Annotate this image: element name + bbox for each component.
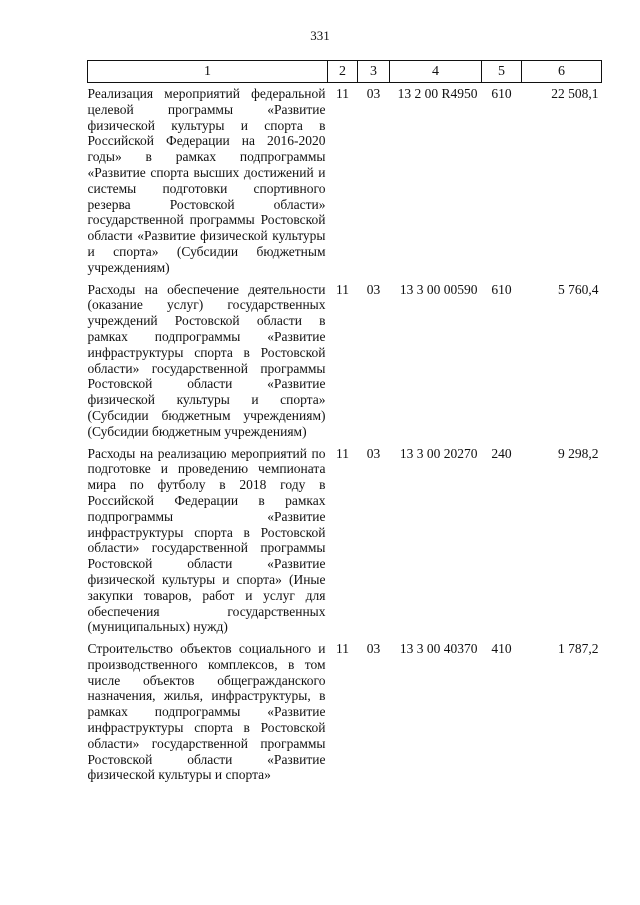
page-number: 331 [310,28,330,43]
header-col-4: 4 [390,61,482,83]
row-code: 13 3 00 20270 [399,445,478,461]
row-code: 13 2 00 R4950 [397,86,478,101]
row-col3: 03 [366,86,381,101]
header-row [88,61,602,83]
table-row [88,83,602,276]
row-amount: 5 760,4 [558,281,599,297]
budget-table [87,60,602,783]
header-col-6: 6 [522,61,602,83]
row-type: 610 [491,281,512,297]
row-description: Расходы на реализацию мероприятий по подготовке и проведению чемпионата мира по футболу в 2018 году в Российской Федерации в рамках подпрограммы «Развитие инфраструктуры спорта в Ростовской области» государственной программы Ростовской области «Развитие физической культуры и спорта» (Иные закупки товаров, работ и услуг для обеспечения государственных (муниципальных) нужд) [87,445,326,635]
row-type: 410 [491,641,512,657]
row-col2: 11 [336,281,349,297]
row-col3: 03 [366,641,381,657]
row-type: 240 [491,445,512,461]
row-col3: 03 [366,281,381,297]
row-col3: 03 [366,445,381,461]
header-col-3: 3 [358,61,390,83]
row-description: Реализация мероприятий федеральной целевой программы «Развитие физической культуры и спорта в Российской Федерации на 2016-2020 годы» в рамках подпрограммы «Развитие спорта высших достижений и системы подготовки спортивного резерва Ростовской области» государственной программы Ростовской области «Развитие физической культуры и спорта» (Субсидии бюджетным учреждениям) [87,86,326,275]
row-description: Строительство объектов социального и производственного комплексов, в том числе объектов общегражданского назначения, жилья, инфраструктуры, в рамках подпрограммы «Развитие инфраструктуры спорта в Ростовской области» государственной программы Ростовской области «Развитие физической культуры и спорта» [87,641,326,783]
row-col2: 11 [336,641,349,657]
header-col-2: 2 [328,61,358,83]
row-code: 13 3 00 40370 [399,641,478,657]
row-col2: 11 [336,86,349,101]
row-description: Расходы на обеспечение деятельности (оказание услуг) государственных учреждений Ростовской области в рамках подпрограммы «Развитие инфраструктуры спорта в Ростовской области» государственной программы Ростовской области «Развитие физической культуры и спорта» (Субсидии бюджетным учреждениям) (Субсидии бюджетным учреждениям) [87,281,326,439]
row-col2: 11 [336,445,349,461]
row-type: 610 [491,86,512,101]
row-code: 13 3 00 00590 [399,281,478,297]
row-amount: 22 508,1 [551,86,599,101]
table-row [88,276,602,440]
table-row [88,635,602,783]
row-amount: 1 787,2 [558,641,599,657]
row-amount: 9 298,2 [558,445,599,461]
header-col-5: 5 [482,61,522,83]
header-col-1: 1 [88,61,328,83]
table-row [88,440,602,636]
